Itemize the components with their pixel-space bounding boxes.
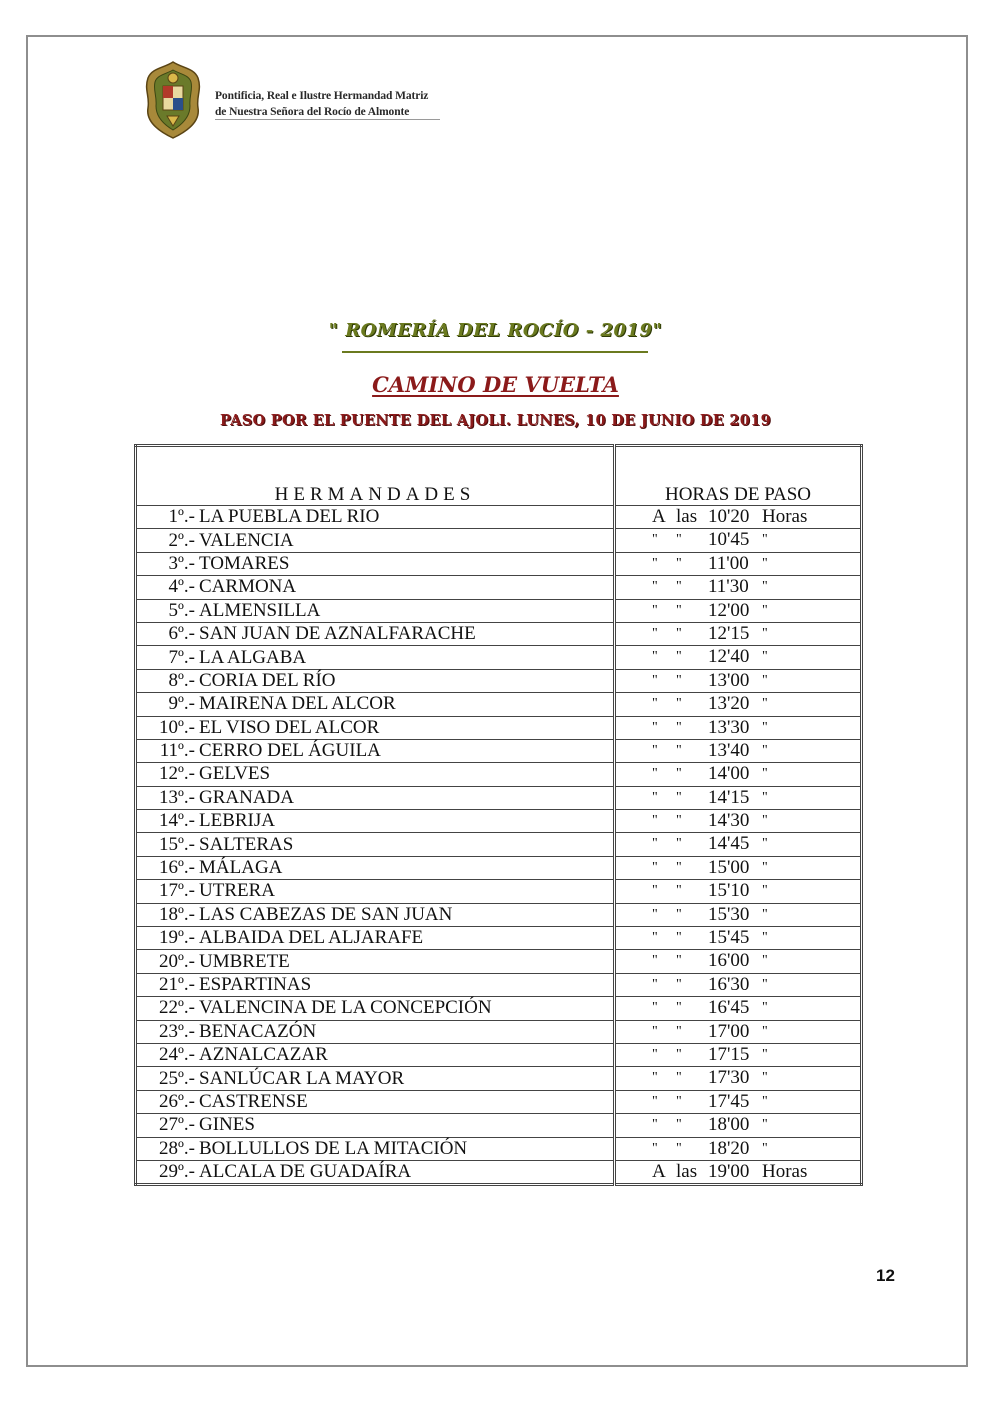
hora-prefix-a: " [652, 906, 658, 922]
hora-suffix: Horas [762, 1160, 808, 1182]
table-row [136, 1160, 862, 1184]
document-title: " ROMERÍA DEL ROCÍO - 2019" [328, 320, 663, 341]
hermandad-name: ALCALA DE GUADAÍRA [199, 1161, 412, 1183]
hora-suffix: " [762, 579, 768, 595]
hermandad-name: SALTERAS [199, 833, 294, 855]
table-row [136, 1020, 862, 1043]
hermandad-name: LA PUEBLA DEL RIO [199, 506, 380, 528]
row-number: 4º.- [168, 576, 195, 598]
row-number: 18º.- [159, 903, 195, 925]
row-number: 9º.- [168, 693, 195, 715]
hora-prefix-b: " [676, 579, 682, 595]
hermandad-cell [136, 833, 615, 856]
hermandad-cell [136, 927, 615, 950]
hora-prefix-a: " [652, 1046, 658, 1062]
hora-prefix-b: " [676, 1117, 682, 1133]
table-row [136, 786, 862, 809]
table-row [136, 927, 862, 950]
hora-suffix: " [762, 813, 768, 829]
row-number: 3º.- [168, 552, 195, 574]
row-number: 13º.- [159, 786, 195, 808]
hora-value: 16'00 [708, 950, 750, 972]
row-number: 14º.- [159, 810, 195, 832]
hora-value: 17'45 [708, 1090, 750, 1112]
hermandad-name: SANLÚCAR LA MAYOR [199, 1067, 405, 1089]
table-row [136, 669, 862, 692]
hora-cell [615, 646, 862, 669]
hora-prefix-a: " [652, 1117, 658, 1133]
hora-prefix-b: " [676, 1000, 682, 1016]
row-number: 22º.- [159, 997, 195, 1019]
hora-prefix-b: " [676, 719, 682, 735]
hora-suffix: " [762, 1046, 768, 1062]
hora-value: 13'20 [708, 693, 750, 715]
row-number: 16º.- [159, 857, 195, 879]
hora-value: 17'30 [708, 1067, 750, 1089]
hermandad-cell [136, 786, 615, 809]
hora-suffix: " [762, 649, 768, 665]
schedule-table [134, 444, 863, 1186]
hora-suffix: " [762, 696, 768, 712]
column-header-hermandades: HERMANDADES [136, 446, 615, 506]
hora-value: 16'45 [708, 997, 750, 1019]
table-row [136, 763, 862, 786]
hermandad-cell [136, 576, 615, 599]
hora-prefix-a: " [652, 1093, 658, 1109]
hermandad-crest-icon [142, 60, 204, 140]
table-row [136, 810, 862, 833]
row-number: 29º.- [159, 1161, 195, 1183]
hermandad-name: CERRO DEL ÁGUILA [199, 740, 381, 762]
hora-suffix: " [762, 883, 768, 899]
hermandad-name: BENACAZÓN [199, 1020, 317, 1042]
hermandad-name: TOMARES [199, 552, 290, 574]
hora-cell [615, 739, 862, 762]
hora-prefix-a: " [652, 1023, 658, 1039]
hora-suffix: " [762, 766, 768, 782]
table-row [136, 529, 862, 552]
hora-suffix: " [762, 672, 768, 688]
hora-prefix-b: las [676, 1160, 698, 1182]
table-row [136, 833, 862, 856]
table-row [136, 997, 862, 1020]
row-number: 26º.- [159, 1090, 195, 1112]
row-number: 20º.- [159, 950, 195, 972]
row-number: 28º.- [159, 1137, 195, 1159]
hora-cell [615, 973, 862, 996]
hora-cell [615, 1067, 862, 1090]
hermandad-cell [136, 903, 615, 926]
hora-suffix: " [762, 719, 768, 735]
row-number: 17º.- [159, 880, 195, 902]
row-number: 5º.- [168, 599, 195, 621]
hora-cell [615, 599, 862, 622]
hora-suffix: " [762, 906, 768, 922]
table-row [136, 856, 862, 879]
hora-prefix-a: " [652, 789, 658, 805]
table-header-row [136, 446, 862, 506]
hermandad-cell [136, 646, 615, 669]
hora-prefix-b: " [676, 766, 682, 782]
hora-prefix-b: " [676, 859, 682, 875]
hermandad-name: GRANADA [199, 786, 294, 808]
hora-cell [615, 880, 862, 903]
hermandad-cell [136, 950, 615, 973]
hora-suffix: " [762, 976, 768, 992]
row-number: 1º.- [168, 506, 195, 528]
hora-prefix-b: " [676, 1140, 682, 1156]
hora-value: 16'30 [708, 973, 750, 995]
hora-cell [615, 669, 862, 692]
hermandad-name: ALMENSILLA [199, 599, 321, 621]
hora-prefix-b: " [676, 930, 682, 946]
hora-suffix: " [762, 625, 768, 641]
hora-prefix-a: " [652, 696, 658, 712]
hermandad-name: GINES [199, 1114, 255, 1136]
hora-cell [615, 693, 862, 716]
hora-cell [615, 833, 862, 856]
hora-prefix-a: " [652, 766, 658, 782]
hora-prefix-b: " [676, 742, 682, 758]
hermandad-cell [136, 997, 615, 1020]
hora-suffix: " [762, 1117, 768, 1133]
document-header [142, 60, 452, 140]
hora-prefix-b: las [676, 506, 698, 527]
hermandad-cell [136, 716, 615, 739]
hora-prefix-b: " [676, 813, 682, 829]
hora-value: 10'20 [708, 506, 750, 527]
hora-prefix-a: " [652, 976, 658, 992]
hora-cell [615, 529, 862, 552]
hora-value: 14'15 [708, 786, 750, 808]
hermandad-cell [136, 669, 615, 692]
hora-suffix: " [762, 836, 768, 852]
table-row [136, 1043, 862, 1066]
table-row [136, 599, 862, 622]
hermandad-name: LEBRIJA [199, 810, 275, 832]
table-row [136, 622, 862, 645]
hora-suffix: " [762, 1023, 768, 1039]
hora-cell [615, 622, 862, 645]
hora-value: 14'45 [708, 833, 750, 855]
hora-prefix-b: " [676, 883, 682, 899]
hora-prefix-b: " [676, 953, 682, 969]
row-number: 8º.- [168, 669, 195, 691]
hermandad-name: LA ALGABA [199, 646, 307, 668]
title-underline [342, 351, 648, 353]
hora-prefix-b: " [676, 1093, 682, 1109]
hermandad-cell [136, 973, 615, 996]
hermandad-name: ALBAIDA DEL ALJARAFE [199, 927, 424, 949]
hora-cell [615, 576, 862, 599]
hora-prefix-a: " [652, 859, 658, 875]
column-header-horas: HORAS DE PASO [615, 446, 862, 506]
hermandad-cell [136, 739, 615, 762]
hora-cell [615, 1090, 862, 1113]
hora-prefix-a: " [652, 813, 658, 829]
hora-prefix-b: " [676, 649, 682, 665]
hermandad-cell [136, 529, 615, 552]
table-row [136, 1137, 862, 1160]
org-name-line-2: de Nuestra Señora del Rocío de Almonte [215, 106, 410, 118]
hora-prefix-b: " [676, 836, 682, 852]
row-number: 10º.- [159, 716, 195, 738]
hora-prefix-a: " [652, 1140, 658, 1156]
hermandad-cell [136, 1090, 615, 1113]
hora-prefix-a: " [652, 555, 658, 571]
hora-cell [615, 552, 862, 575]
hermandad-cell [136, 693, 615, 716]
hora-prefix-b: " [676, 1046, 682, 1062]
hora-value: 12'15 [708, 622, 750, 644]
hora-value: 10'45 [708, 529, 750, 551]
hermandad-cell [136, 880, 615, 903]
hora-prefix-a: " [652, 719, 658, 735]
hora-value: 13'30 [708, 716, 750, 738]
table-row [136, 903, 862, 926]
hermandad-name: CORIA DEL RÍO [199, 669, 336, 691]
hora-value: 13'40 [708, 739, 750, 761]
table-row [136, 739, 862, 762]
hermandad-cell [136, 599, 615, 622]
table-row [136, 693, 862, 716]
hermandad-cell [136, 552, 615, 575]
row-number: 2º.- [168, 529, 195, 551]
hora-prefix-a: " [652, 579, 658, 595]
hermandad-name: GELVES [199, 763, 271, 785]
hora-value: 15'10 [708, 880, 750, 902]
table-row [136, 880, 862, 903]
hora-prefix-b: " [676, 555, 682, 571]
table-row [136, 1114, 862, 1137]
row-number: 19º.- [159, 927, 195, 949]
hora-suffix: " [762, 1070, 768, 1086]
table-row [136, 1067, 862, 1090]
table-row [136, 506, 862, 529]
hermandad-name: UMBRETE [199, 950, 290, 972]
hora-value: 14'00 [708, 763, 750, 785]
org-name-line-1: Pontificia, Real e Ilustre Hermandad Matriz [215, 90, 429, 102]
hora-prefix-a: " [652, 649, 658, 665]
table-row [136, 552, 862, 575]
hora-suffix: " [762, 532, 768, 548]
hora-prefix-a: " [652, 602, 658, 618]
hermandad-name: ESPARTINAS [199, 974, 312, 995]
hora-value: 12'00 [708, 599, 750, 621]
hora-value: 14'30 [708, 810, 750, 832]
hermandad-name: VALENCINA DE LA CONCEPCIÓN [199, 997, 492, 1019]
hermandad-cell [136, 1067, 615, 1090]
hermandad-cell [136, 1137, 615, 1160]
hora-prefix-b: " [676, 976, 682, 992]
hermandad-name: BOLLULLOS DE LA MITACIÓN [199, 1137, 468, 1159]
header-divider [215, 119, 440, 120]
hermandad-cell [136, 1160, 615, 1184]
hora-value: 18'20 [708, 1137, 750, 1159]
hora-cell [615, 506, 862, 529]
hora-suffix: " [762, 1093, 768, 1109]
hora-prefix-b: " [676, 532, 682, 548]
hora-value: 15'45 [708, 927, 750, 949]
table-row [136, 716, 862, 739]
hermandad-name: UTRERA [199, 880, 275, 902]
hora-value: 19'00 [708, 1160, 750, 1182]
hora-prefix-a: " [652, 672, 658, 688]
hora-prefix-a: " [652, 930, 658, 946]
hora-prefix-b: " [676, 696, 682, 712]
hermandad-cell [136, 856, 615, 879]
hora-prefix-a: " [652, 883, 658, 899]
hora-cell [615, 1160, 862, 1184]
hora-cell [615, 1020, 862, 1043]
table-row [136, 973, 862, 996]
hora-cell [615, 927, 862, 950]
hora-value: 11'00 [708, 552, 749, 574]
hora-cell [615, 1137, 862, 1160]
table-row [136, 950, 862, 973]
row-number: 27º.- [159, 1114, 195, 1136]
hora-cell [615, 903, 862, 926]
row-number: 15º.- [159, 833, 195, 855]
row-number: 25º.- [159, 1067, 195, 1089]
hermandad-cell [136, 506, 615, 529]
hora-prefix-a: A [652, 506, 666, 527]
hora-cell [615, 1114, 862, 1137]
hora-suffix: " [762, 930, 768, 946]
hora-value: 17'15 [708, 1043, 750, 1065]
hora-value: 18'00 [708, 1114, 750, 1136]
hora-prefix-b: " [676, 625, 682, 641]
hora-prefix-a: " [652, 836, 658, 852]
hermandad-name: EL VISO DEL ALCOR [199, 716, 380, 738]
hora-suffix: " [762, 742, 768, 758]
hora-prefix-b: " [676, 1023, 682, 1039]
hermandad-name: LAS CABEZAS DE SAN JUAN [199, 903, 453, 925]
hora-value: 11'30 [708, 576, 749, 598]
hora-value: 12'40 [708, 646, 750, 668]
document-subheading: PASO POR EL PUENTE DEL AJOLI. LUNES, 10 DE JUNIO DE 2019 [220, 412, 771, 429]
hora-value: 15'30 [708, 903, 750, 925]
document-subtitle: CAMINO DE VUELTA [372, 372, 619, 397]
hora-prefix-a: " [652, 742, 658, 758]
row-number: 12º.- [159, 763, 195, 785]
hora-suffix: " [762, 859, 768, 875]
hermandad-cell [136, 1043, 615, 1066]
hora-prefix-a: " [652, 1000, 658, 1016]
row-number: 23º.- [159, 1020, 195, 1042]
hora-value: 13'00 [708, 669, 750, 691]
hora-value: 17'00 [708, 1020, 750, 1042]
row-number: 21º.- [159, 974, 195, 995]
table-row [136, 576, 862, 599]
table-row [136, 1090, 862, 1113]
hora-suffix: " [762, 1000, 768, 1016]
hora-cell [615, 997, 862, 1020]
hora-cell [615, 856, 862, 879]
hermandad-name: AZNALCAZAR [199, 1044, 328, 1066]
row-number: 24º.- [159, 1044, 195, 1066]
hora-cell [615, 763, 862, 786]
hermandad-cell [136, 622, 615, 645]
hora-prefix-b: " [676, 906, 682, 922]
hora-cell [615, 786, 862, 809]
hermandad-cell [136, 1114, 615, 1137]
table-row [136, 646, 862, 669]
hora-prefix-b: " [676, 672, 682, 688]
hora-suffix: Horas [762, 506, 808, 527]
hora-suffix: " [762, 953, 768, 969]
row-number: 11º.- [159, 740, 195, 762]
hora-prefix-a: " [652, 532, 658, 548]
hora-suffix: " [762, 555, 768, 571]
hora-prefix-a: " [652, 953, 658, 969]
hermandad-cell [136, 763, 615, 786]
hora-prefix-a: " [652, 1070, 658, 1086]
hora-prefix-a: " [652, 625, 658, 641]
hora-cell [615, 716, 862, 739]
hora-cell [615, 1043, 862, 1066]
hermandad-name: SAN JUAN DE AZNALFARACHE [199, 623, 476, 645]
hora-suffix: " [762, 602, 768, 618]
hermandad-name: CARMONA [199, 576, 297, 598]
hora-suffix: " [762, 1140, 768, 1156]
hermandad-name: MAIRENA DEL ALCOR [199, 693, 396, 715]
hora-value: 15'00 [708, 856, 750, 878]
hermandad-name: CASTRENSE [199, 1090, 308, 1112]
hermandad-cell [136, 1020, 615, 1043]
hora-suffix: " [762, 789, 768, 805]
hora-prefix-b: " [676, 1070, 682, 1086]
hermandad-cell [136, 810, 615, 833]
hora-cell [615, 810, 862, 833]
hermandad-name: VALENCIA [199, 529, 294, 551]
hora-prefix-b: " [676, 789, 682, 805]
hora-prefix-a: A [652, 1160, 666, 1182]
row-number: 7º.- [168, 646, 195, 668]
row-number: 6º.- [168, 623, 195, 645]
hora-cell [615, 950, 862, 973]
hermandad-name: MÁLAGA [199, 857, 283, 879]
hora-prefix-b: " [676, 602, 682, 618]
page-number: 12 [876, 1266, 895, 1285]
